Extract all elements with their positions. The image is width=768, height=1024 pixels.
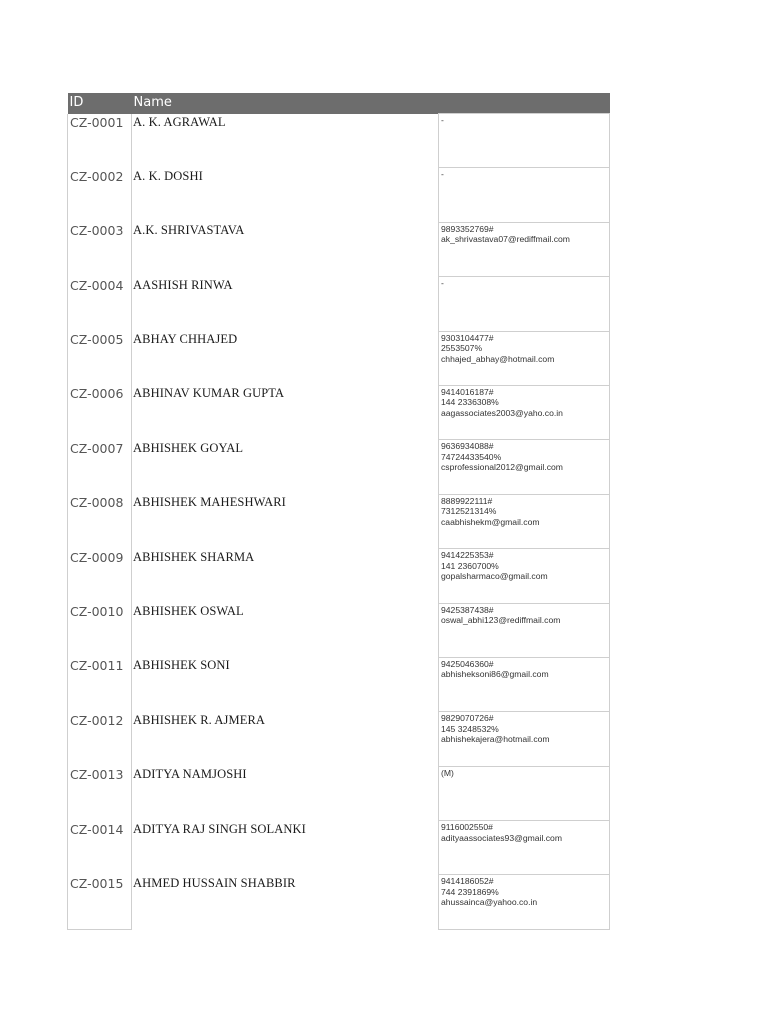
member-contact-cell: 9636934088# 74724433540% csprofessional2012@gmail.com (439, 440, 610, 494)
member-contact-cell: 9303104477# 2553507% chhajed_abhay@hotmail.com (439, 331, 610, 385)
member-name-cell: ABHAY CHHAJED (133, 332, 238, 347)
table-row (68, 603, 610, 657)
member-contact-cell: (M) (439, 766, 610, 820)
member-id-cell: CZ-0013 (68, 766, 132, 820)
member-id-cell: CZ-0010 (68, 603, 132, 657)
member-name-cell: A. K. DOSHI (133, 168, 203, 183)
member-contact-cell: 9829070726# 145 3248532% abhishekajera@hotmail.com (439, 712, 610, 766)
table-row (68, 277, 610, 331)
table-header (68, 93, 610, 114)
member-id-cell: CZ-0008 (68, 494, 132, 548)
member-id-cell: CZ-0012 (68, 712, 132, 766)
member-id-cell: CZ-0001 (68, 114, 132, 168)
member-contact-cell: 9425046360# abhisheksoni86@gmail.com (439, 657, 610, 711)
member-id-cell: CZ-0009 (68, 549, 132, 603)
member-id-cell: CZ-0007 (68, 440, 132, 494)
member-contact-cell: 9116002550# adityaassociates93@gmail.com (439, 821, 610, 875)
member-id-cell: CZ-0014 (68, 821, 132, 875)
member-name-cell: ADITYA NAMJOSHI (133, 767, 247, 782)
header-row (68, 93, 610, 114)
member-contact-cell: 9414225353# 141 2360700% gopalsharmaco@gmail.com (439, 549, 610, 603)
header-id: ID (69, 95, 84, 111)
member-contact-cell: - (439, 168, 610, 222)
member-id-cell: CZ-0002 (68, 168, 132, 222)
member-id-cell: CZ-0006 (68, 385, 132, 439)
member-name-cell: ABHISHEK SHARMA (133, 549, 255, 564)
table-body (68, 114, 610, 930)
table-row (68, 222, 610, 276)
member-id-cell: CZ-0015 (68, 875, 132, 929)
member-name-cell: ADITYA RAJ SINGH SOLANKI (133, 821, 306, 836)
table-row (68, 114, 610, 168)
member-contact-cell: 8889922111# 7312521314% caabhishekm@gmail.com (439, 494, 610, 548)
member-directory-table (67, 93, 610, 930)
member-name-cell: ABHISHEK R. AJMERA (133, 712, 266, 727)
member-id-cell: CZ-0003 (68, 222, 132, 276)
table-row (68, 766, 610, 820)
member-id-cell: CZ-0011 (68, 657, 132, 711)
table-row (68, 440, 610, 494)
member-id-cell: CZ-0005 (68, 331, 132, 385)
member-contact-cell: 9893352769# ak_shrivastava07@rediffmail.com (439, 222, 610, 276)
member-contact-cell: 9425387438# oswal_abhi123@rediffmail.com (439, 603, 610, 657)
header-name: Name (133, 95, 172, 111)
member-name-cell: ABHISHEK SONI (133, 658, 230, 673)
member-contact-cell: 9414016187# 144 2336308% aagassociates2003@yaho.co.in (439, 385, 610, 439)
table-row (68, 168, 610, 222)
member-contact-cell: 9414186052# 744 2391869% ahussainca@yahoo.co.in (439, 875, 610, 929)
header-contact (439, 93, 610, 114)
table-row (68, 821, 610, 875)
member-name-cell: ABHISHEK OSWAL (133, 604, 244, 619)
table-row (68, 712, 610, 766)
member-name-cell: ABHISHEK MAHESHWARI (133, 495, 286, 510)
table-row (68, 385, 610, 439)
table-row (68, 657, 610, 711)
member-id-cell: CZ-0004 (68, 277, 132, 331)
member-name-cell: ABHISHEK GOYAL (133, 440, 244, 455)
member-name-cell: AHMED HUSSAIN SHABBIR (133, 875, 296, 890)
member-contact-cell: - (439, 277, 610, 331)
table-row (68, 331, 610, 385)
table-row (68, 494, 610, 548)
member-name-cell: AASHISH RINWA (133, 277, 233, 292)
table-row (68, 875, 610, 929)
member-contact-cell: - (439, 114, 610, 168)
table-row (68, 549, 610, 603)
member-name-cell: A. K. AGRAWAL (133, 114, 226, 129)
member-name-cell: ABHINAV KUMAR GUPTA (133, 386, 285, 401)
member-name-cell: A.K. SHRIVASTAVA (133, 223, 245, 238)
